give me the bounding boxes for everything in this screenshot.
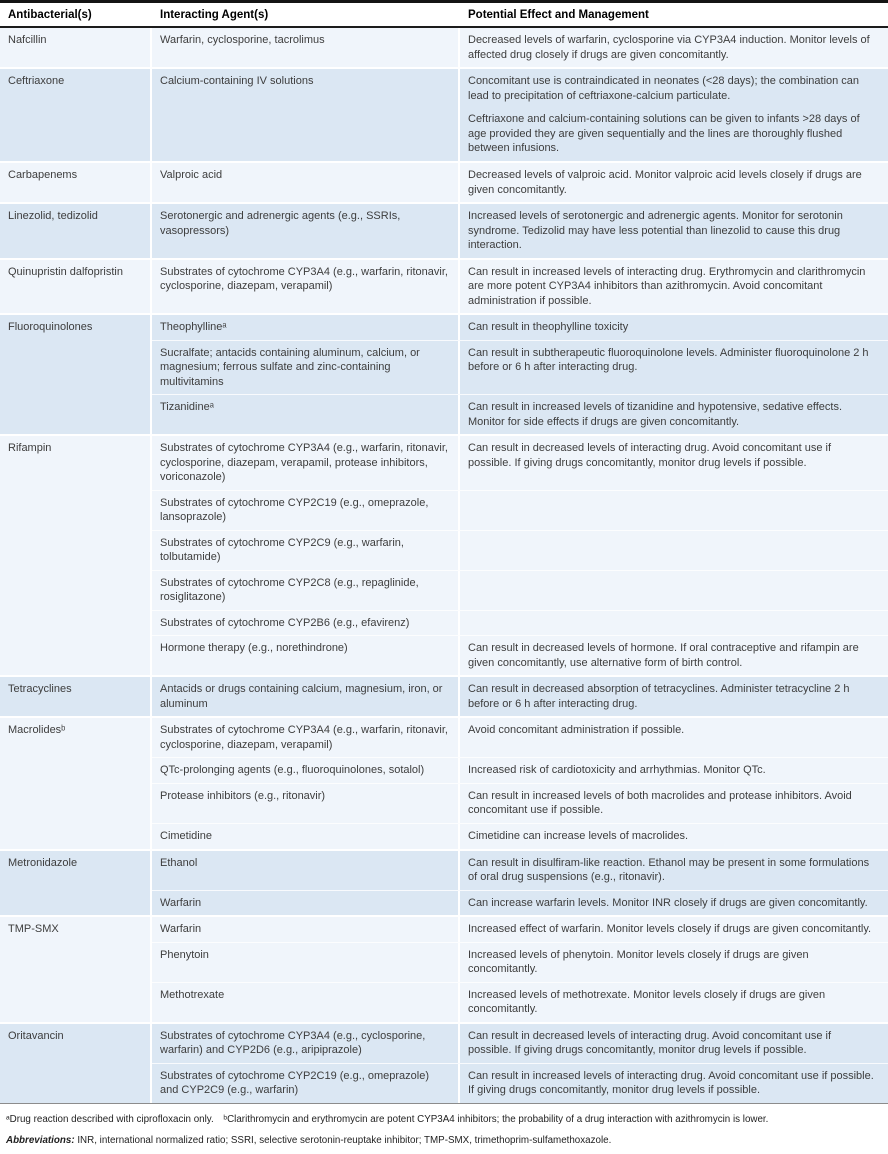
effect-cell [460,395,888,434]
table-group [0,1022,888,1103]
interacting-agent-cell: Sucralfate; antacids containing aluminum, calcium, or magnesium; ferrous sulfate and zinc-containing multivitamins [152,341,460,395]
table-row [152,570,888,610]
effect-cell [460,943,888,982]
antibacterial-name: Macrolidesᵇ [0,718,152,848]
group-subrows [152,28,888,67]
antibacterial-name: Oritavancin [0,1024,152,1103]
effect-paragraph: Can result in increased levels of tizanidine and hypotensive, sedative effects. Monitor for side effects if drugs are given concomitantly. [468,401,843,428]
effect-cell [460,28,888,67]
interacting-agent-cell: Substrates of cytochrome CYP2C19 (e.g., omeprazole, lansoprazole) [152,491,460,530]
interacting-agent-cell: Substrates of cytochrome CYP2B6 (e.g., efavirenz) [152,611,460,636]
interacting-agent-cell: Serotonergic and adrenergic agents (e.g., SSRIs, vasopressors) [152,204,460,258]
effect-paragraph: Increased levels of serotonergic and adrenergic agents. Monitor for serotonin syndrome. Tedizolid may have less potential than linezolid to cause this drug interaction. [468,210,843,252]
effect-cell [460,1064,888,1103]
column-header-interacting-agent: Interacting Agent(s) [160,9,269,21]
table-row [152,204,888,258]
table-group [0,849,888,916]
antibacterial-name: Carbapenems [0,163,152,202]
interacting-agent-cell: Ethanol [152,851,460,890]
antibacterial-name: Linezolid, tedizolid [0,204,152,258]
table-group [0,915,888,1022]
table-group [0,675,888,716]
antibacterial-name: Quinupristin dalfopristin [0,260,152,314]
table-row [152,490,888,530]
interacting-agent-cell: Calcium-containing IV solutions [152,69,460,161]
effect-cell [460,891,888,916]
table-group [0,434,888,675]
effect-cell [460,1024,888,1063]
effect-cell [460,758,888,783]
effect-paragraph: Can result in increased levels of both macrolides and protease inhibitors. Avoid concomitant use if possible. [468,789,852,817]
group-subrows [152,718,888,848]
table-row [152,890,888,916]
effect-paragraph: Decreased levels of valproic acid. Monitor valproic acid levels closely if drugs are given concomitantly. [468,168,862,196]
interacting-agent-cell: Hormone therapy (e.g., norethindrone) [152,636,460,675]
effect-paragraph: Cimetidine can increase levels of macrolides. [468,830,689,842]
effect-paragraph: Can result in decreased levels of hormone. If oral contraceptive and rifampin are given concomitantly, use alternative form of birth control. [468,642,859,669]
effect-cell [460,260,888,314]
table-row [152,315,888,340]
table-row [152,394,888,434]
column-header-antibacterial: Antibacterial(s) [8,9,92,21]
effect-cell [460,571,888,610]
effect-cell [460,69,888,161]
group-subrows [152,917,888,1022]
interacting-agent-cell: Warfarin [152,917,460,942]
effect-cell [460,636,888,675]
table-row [152,436,888,490]
interacting-agent-cell: Cimetidine [152,824,460,849]
effect-paragraph: Can result in decreased absorption of tetracyclines. Administer tetracycline 2 h before or 6 h after interacting drug. [468,683,850,710]
table-row [152,1024,888,1063]
effect-cell [460,718,888,757]
group-subrows [152,163,888,202]
abbreviations-text: INR, international normalized ratio; SSRI, selective serotonin-reuptake inhibitor; TMP-SMX, trimethoprim-sulfamethoxazole. [77,1135,612,1147]
table-header-row [0,3,888,28]
table-group [0,716,888,848]
interacting-agent-cell: Theophyllineᵃ [152,315,460,340]
group-subrows [152,436,888,675]
effect-cell [460,611,888,636]
effect-cell [460,851,888,890]
group-subrows [152,204,888,258]
effect-cell [460,315,888,340]
effect-cell [460,824,888,849]
effect-cell [460,436,888,490]
effect-cell [460,983,888,1022]
interacting-agent-cell: Substrates of cytochrome CYP3A4 (e.g., cyclosporine, warfarin) and CYP2D6 (e.g., aripiprazole) [152,1024,460,1063]
effect-cell [460,491,888,530]
table-row [152,917,888,942]
table-row [152,942,888,982]
table-row [152,757,888,783]
antibacterial-name: Nafcillin [0,28,152,67]
interacting-agent-cell: Protease inhibitors (e.g., ritonavir) [152,784,460,823]
effect-paragraph: Can result in decreased levels of interacting drug. Avoid concomitant use if possible. If giving drugs concomitantly, monitor drug levels if possible. [468,442,831,469]
interacting-agent-cell: Substrates of cytochrome CYP3A4 (e.g., warfarin, ritonavir, cyclosporine, diazepam, verapamil) [152,260,460,314]
effect-cell [460,341,888,395]
table-group [0,67,888,161]
group-subrows [152,315,888,434]
footnote-a: ᵃDrug reaction described with ciprofloxacin only. [6,1113,214,1125]
effect-paragraph: Avoid concomitant administration if possible. [468,724,685,737]
interacting-agent-cell: Tizanidineᵃ [152,395,460,434]
effect-cell [460,784,888,823]
abbreviations-label: Abbreviations: [6,1135,75,1147]
effect-paragraph: Can result in subtherapeutic fluoroquinolone levels. Administer fluoroquinolone 2 h before or 6 h after interacting drug. [468,346,869,374]
antibacterial-name: Fluoroquinolones [0,315,152,434]
table-body [0,28,888,1102]
effect-paragraph: Increased levels of phenytoin. Monitor levels closely if drugs are given concomitantly. [468,948,809,976]
effect-paragraph: Concomitant use is contraindicated in neonates (<28 days); the combination can lead to precipitation of ceftriaxone-calcium particulate. [468,75,860,102]
table-group [0,313,888,434]
interacting-agent-cell: Warfarin, cyclosporine, tacrolimus [152,28,460,67]
antibacterial-name: Rifampin [0,436,152,675]
group-subrows [152,69,888,161]
table-group [0,258,888,314]
interacting-agent-cell: Antacids or drugs containing calcium, magnesium, iron, or aluminum [152,677,460,716]
table-row [152,635,888,675]
antibacterial-name: TMP-SMX [0,917,152,1022]
table-row [152,610,888,636]
antibacterial-name: Tetracyclines [0,677,152,716]
table-row [152,823,888,849]
table-row [152,783,888,823]
effect-paragraph: Decreased levels of warfarin, cyclosporine via CYP3A4 induction. Monitor levels of affected drug closely if drugs are given concomitantly. [468,34,870,61]
interacting-agent-cell: Substrates of cytochrome CYP2C19 (e.g., omeprazole) and CYP2C9 (e.g., warfarin) [152,1064,460,1103]
interacting-agent-cell: Substrates of cytochrome CYP2C8 (e.g., repaglinide, rosiglitazone) [152,571,460,610]
effect-paragraph: Can result in disulfiram-like reaction. Ethanol may be present in some formulations of oral drug suspensions (e.g., ritonavir). [468,856,870,884]
effect-cell [460,531,888,570]
effect-paragraph: Increased effect of warfarin. Monitor levels closely if drugs are given concomitantly. [468,923,872,936]
interacting-agent-cell: Substrates of cytochrome CYP3A4 (e.g., warfarin, ritonavir, cyclosporine, diazepam, verapamil, protease inhibitors, voriconazole) [152,436,460,490]
effect-paragraph: Ceftriaxone and calcium-containing solutions can be given to infants >28 days of age provided they are given sequentially and the lines are thoroughly flushed between infusions. [468,113,860,155]
effect-cell [460,677,888,716]
effect-paragraph: Can increase warfarin levels. Monitor INR closely if drugs are given concomitantly. [468,896,868,909]
interacting-agent-cell: Substrates of cytochrome CYP2C9 (e.g., warfarin, tolbutamide) [152,531,460,570]
table-row [152,530,888,570]
footnote-b: ᵇClarithromycin and erythromycin are potent CYP3A4 inhibitors; the probability of a drug interaction with azithromycin is lower. [223,1113,769,1125]
effect-paragraph: Increased risk of cardiotoxicity and arrhythmias. Monitor QTc. [468,764,766,777]
table-row [152,982,888,1022]
antibacterial-name: Metronidazole [0,851,152,916]
table-row [152,28,888,67]
interacting-agent-cell: Phenytoin [152,943,460,982]
effect-paragraph: Can result in theophylline toxicity [468,321,629,334]
table-group [0,161,888,202]
table-row [152,260,888,314]
table-row [152,677,888,716]
table-row [152,718,888,757]
group-subrows [152,677,888,716]
group-subrows [152,1024,888,1103]
table-group [0,28,888,67]
effect-paragraph: Can result in decreased levels of interacting drug. Avoid concomitant use if possible. If giving drugs concomitantly, monitor drug levels if possible. [468,1029,831,1057]
effect-paragraph: Can result in increased levels of interacting drug. Avoid concomitant use if possible. If giving drugs concomitantly, monitor drug levels if possible. [468,1069,874,1097]
interacting-agent-cell: Methotrexate [152,983,460,1022]
column-header-effect-management: Potential Effect and Management [468,9,649,21]
effect-cell [460,163,888,202]
table-row [152,340,888,395]
antibacterial-name: Ceftriaxone [0,69,152,161]
group-subrows [152,851,888,916]
effect-cell [460,204,888,258]
effect-cell [460,917,888,942]
table-row [152,163,888,202]
table-group [0,202,888,258]
interacting-agent-cell: Valproic acid [152,163,460,202]
effect-paragraph: Increased levels of methotrexate. Monitor levels closely if drugs are given concomitantly. [468,988,826,1016]
interacting-agent-cell: Warfarin [152,891,460,916]
table-row [152,69,888,161]
interacting-agent-cell: Substrates of cytochrome CYP3A4 (e.g., warfarin, ritonavir, cyclosporine, diazepam, verapamil) [152,718,460,757]
group-subrows [152,260,888,314]
interacting-agent-cell: QTc-prolonging agents (e.g., fluoroquinolones, sotalol) [152,758,460,783]
effect-paragraph: Can result in increased levels of interacting drug. Erythromycin and clarithromycin are more potent CYP3A4 inhibitors than azithromycin. Avoid concomitant administration if possible. [468,265,866,307]
table-row [152,851,888,890]
footnotes [0,1104,888,1154]
abbreviations-line [6,1135,878,1148]
footnote-line [6,1114,878,1127]
